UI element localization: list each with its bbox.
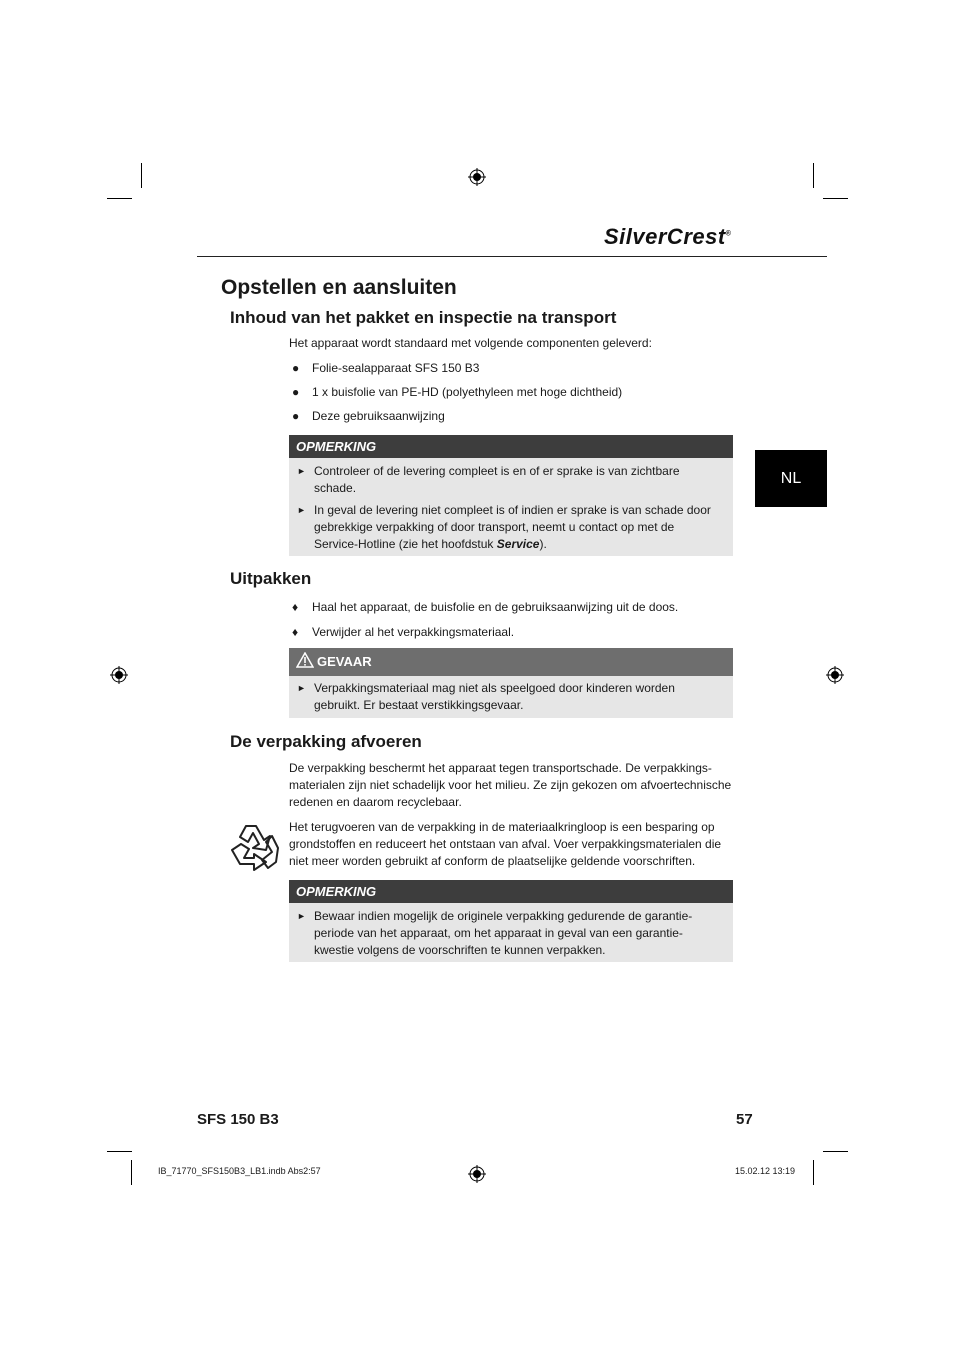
danger-label: GEVAAR [317, 654, 372, 669]
note-box [289, 880, 733, 962]
section-heading-contents: Inhoud van het pakket en inspectie na transport [230, 308, 617, 327]
contents-intro: Het apparaat wordt standaard met volgende componenten geleverd: [289, 336, 652, 350]
diamond-bullet-icon: ♦ [292, 600, 299, 614]
list-item: ● Deze gebruiksaanwijzing [292, 409, 445, 423]
note-item: ► Bewaar indien mogelijk de originele verpakking gedurende de garantie-periode van het apparaat, om het apparaat in geval van een garantie-kwestie volgens de voorschriften te kunnen verpakken. [297, 909, 693, 957]
note-box [289, 435, 733, 556]
page-title: Opstellen en aansluiten [221, 276, 457, 299]
recycle-icon [226, 820, 284, 876]
list-item: ● 1 x buisfolie van PE-HD (polyethyleen met hoge dichtheid) [292, 385, 623, 399]
header-rule [197, 256, 827, 257]
crop-mark [813, 1160, 814, 1185]
registration-mark-icon [468, 168, 486, 186]
danger-header [289, 648, 733, 676]
danger-box [289, 648, 733, 718]
service-reference: Service [496, 537, 540, 551]
list-item: ♦ Verwijder al het verpakkingsmateriaal. [292, 625, 515, 639]
footer-model: SFS 150 B3 [197, 1111, 279, 1128]
note-item: ► Controleer of de levering compleet is en of er sprake is van zichtbare schade. [297, 464, 680, 495]
section-heading-dispose: De verpakking afvoeren [230, 732, 422, 751]
brand-logo-text: SilverCrest [604, 224, 726, 249]
section-heading-unpack: Uitpakken [230, 569, 312, 588]
list-item: ● Folie-sealapparaat SFS 150 B3 [292, 361, 480, 375]
crop-mark [141, 163, 142, 188]
registration-mark-icon [468, 1165, 486, 1183]
bullet-dot-icon: ● [292, 361, 300, 375]
note-label: OPMERKING [289, 435, 733, 458]
list-item: ♦ Haal het apparaat, de buisfolie en de gebruiksaanwijzing uit de doos. [292, 600, 679, 614]
note-label: OPMERKING [289, 880, 733, 903]
crop-mark [823, 1151, 848, 1152]
danger-item: ► Verpakkingsmateriaal mag niet als speelgoed door kinderen worden gebruikt. Er bestaat verstikkingsgevaar. [297, 681, 675, 712]
bullet-dot-icon: ● [292, 385, 300, 399]
registration-mark-icon [826, 666, 844, 684]
print-slug-left: IB_71770_SFS150B3_LB1.indb Abs2:57 [158, 1166, 321, 1176]
arrow-right-icon: ► [297, 466, 306, 476]
arrow-right-icon: ► [297, 911, 306, 921]
warning-triangle-icon [296, 652, 314, 668]
language-tab: NL [755, 450, 827, 507]
arrow-right-icon: ► [297, 683, 306, 693]
note-item: ► In geval de levering niet compleet is of indien er sprake is van schade door gebrekkige verpakking of door transport, neemt u contact op met de Service-Hotline (zie het hoofdstuk Service). [297, 503, 711, 551]
crop-mark [107, 1151, 132, 1152]
brand-logo: SilverCrest® [604, 224, 732, 249]
crop-mark [107, 198, 132, 199]
crop-mark [131, 1160, 132, 1185]
crop-mark [823, 198, 848, 199]
registration-mark-icon [110, 666, 128, 684]
dispose-paragraph: Het terugvoeren van de verpakking in de materiaalkringloop is een besparing op grondstoffen en reduceert het ontstaan van afval. Voer verpakkingsmaterialen die niet meer worden gebruikt af conform de plaatselijke geldende voorschriften. [289, 820, 722, 868]
print-slug-right: 15.02.12 13:19 [735, 1166, 796, 1176]
bullet-dot-icon: ● [292, 409, 300, 423]
page-number: 57 [736, 1111, 753, 1128]
diamond-bullet-icon: ♦ [292, 625, 299, 639]
crop-mark [813, 163, 814, 188]
dispose-paragraph: De verpakking beschermt het apparaat tegen transportschade. De verpakkings-materialen zijn niet schadelijk voor het milieu. Ze zijn gekozen om afvoertechnische redenen en daarom recyclebaar. [289, 761, 732, 809]
arrow-right-icon: ► [297, 505, 306, 515]
